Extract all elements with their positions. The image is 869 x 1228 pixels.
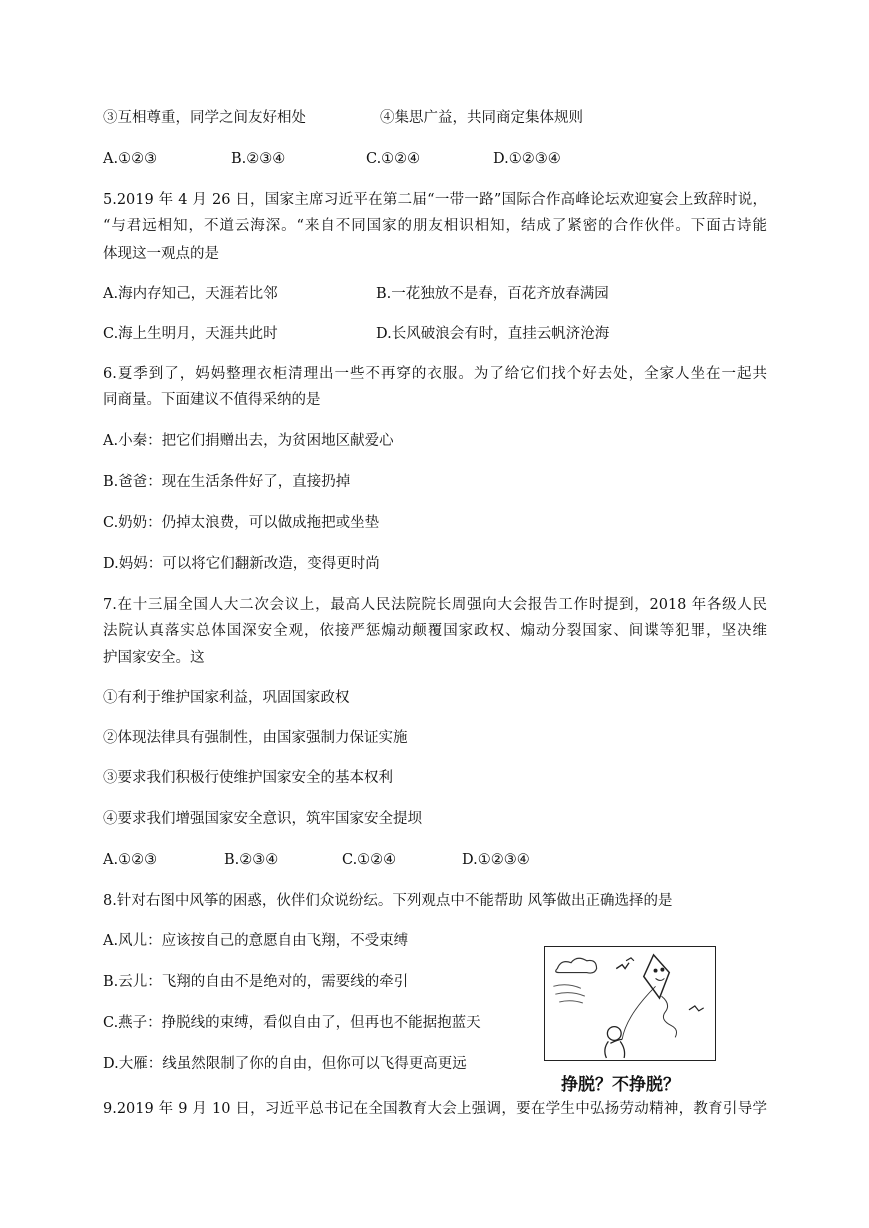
q7-option-c: C.①②④: [342, 852, 397, 868]
illustration-caption: 挣脱？不挣脱？: [561, 1075, 680, 1095]
cloud-shape: [556, 958, 597, 973]
q6-option-d: D.妈妈：可以将它们翻新改造，变得更时尚: [103, 556, 380, 572]
q6-stem-line-1: 6.夏季到了，妈妈整理衣柜清理出一些不再穿的衣服。为了给它们找个好去处，全家人坐在一起共: [103, 366, 767, 382]
q8-stem: 8.针对右图中风筝的困惑，伙伴们众说纷纭。下列观点中不能帮助 风筝做出正确选择的是: [103, 893, 673, 909]
q5-option-d: D.长风破浪会有时，直挂云帆济沧海: [376, 326, 610, 342]
kite-drawing: [545, 947, 715, 1060]
q4-option-b: B.②③④: [231, 151, 286, 167]
q4-statement-3: ③互相尊重，同学之间友好相处: [103, 110, 306, 126]
q5-option-b: B.一花独放不是春，百花齐放春满园: [376, 286, 609, 302]
q8-option-d: D.大雁：线虽然限制了你的自由，但你可以飞得更高更远: [103, 1056, 467, 1072]
wind-lines: [553, 985, 584, 1003]
q7-option-b: B.②③④: [224, 852, 279, 868]
kite-tail: [661, 996, 676, 1037]
q5-stem-line-2: “与君远相知，不道云海深。“来自不同国家的朋友相识相知，结成了紧密的合作伙伴。下面古诗能: [103, 218, 767, 234]
q7-option-a: A.①②③: [103, 852, 158, 868]
q7-statement-4: ④要求我们增强国家安全意识，筑牢国家安全提坝: [103, 811, 422, 827]
q7-stem-line-2: 法院认真落实总体国深安全观，依接严惩煽动颠覆国家政权、煽动分裂国家、间谍等犯罪，坚决维: [103, 623, 767, 639]
bird-2: [626, 958, 634, 961]
kite-illustration: [544, 946, 716, 1061]
child-head: [607, 1027, 621, 1041]
kite-string: [622, 986, 655, 1039]
q7-stem-line-1: 7.在十三届全国人大二次会议上，最高人民法院院长周强向大会报告工作时提到，2018 年各级人民: [103, 597, 767, 613]
q7-statement-1: ①有利于维护国家利益，巩固国家政权: [103, 690, 350, 706]
q6-option-b: B.爸爸：现在生活条件好了，直接扔掉: [103, 474, 351, 490]
q8-option-a: A.风儿：应该按自己的意愿自由飞翔，不受束缚: [103, 933, 409, 949]
q5-stem-line-3: 体现这一观点的是: [103, 246, 219, 262]
child-body: [605, 1039, 625, 1058]
bird-3: [689, 1006, 704, 1011]
q7-stem-line-3: 护国家安全。这: [103, 650, 205, 666]
q5-option-c: C.海上生明月，天涯共此时: [103, 326, 278, 342]
q6-option-a: A.小秦：把它们捐赠出去，为贫困地区献爱心: [103, 433, 394, 449]
q7-statement-3: ③要求我们积极行使维护国家安全的基本权利: [103, 770, 393, 786]
q7-option-d: D.①②③④: [462, 852, 530, 868]
q8-option-b: B.云儿：飞翔的自由不是绝对的，需要线的牵引: [103, 974, 409, 990]
q5-stem-line-1: 5.2019 年 4 月 26 日，国家主席习近平在第二届“一带一路”国际合作高峰论坛欢迎宴会上致辞时说，: [103, 192, 767, 208]
q5-option-a: A.海内存知己，天涯若比邻: [103, 286, 278, 302]
q4-statement-4: ④集思广益，共同商定集体规则: [380, 110, 583, 126]
q4-option-d: D.①②③④: [493, 151, 561, 167]
q7-statement-2: ②体现法律具有强制性，由国家强制力保证实施: [103, 730, 408, 746]
q6-stem-line-2: 同商量。下面建议不值得采纳的是: [103, 392, 321, 408]
q6-option-c: C.奶奶：仍掉太浪费，可以做成拖把或坐垫: [103, 515, 380, 531]
q4-option-a: A.①②③: [103, 151, 158, 167]
q9-stem-line-1: 9.2019 年 9 月 10 日，习近平总书记在全国教育大会上强调，要在学生中弘扬劳动精神，教育引导学: [103, 1101, 767, 1117]
bird-1: [616, 963, 629, 969]
q4-option-c: C.①②④: [366, 151, 421, 167]
kite-body: [644, 955, 670, 998]
q8-option-c: C.燕子：挣脱线的束缚，看似自由了，但再也不能据抱蓝天: [103, 1015, 481, 1031]
